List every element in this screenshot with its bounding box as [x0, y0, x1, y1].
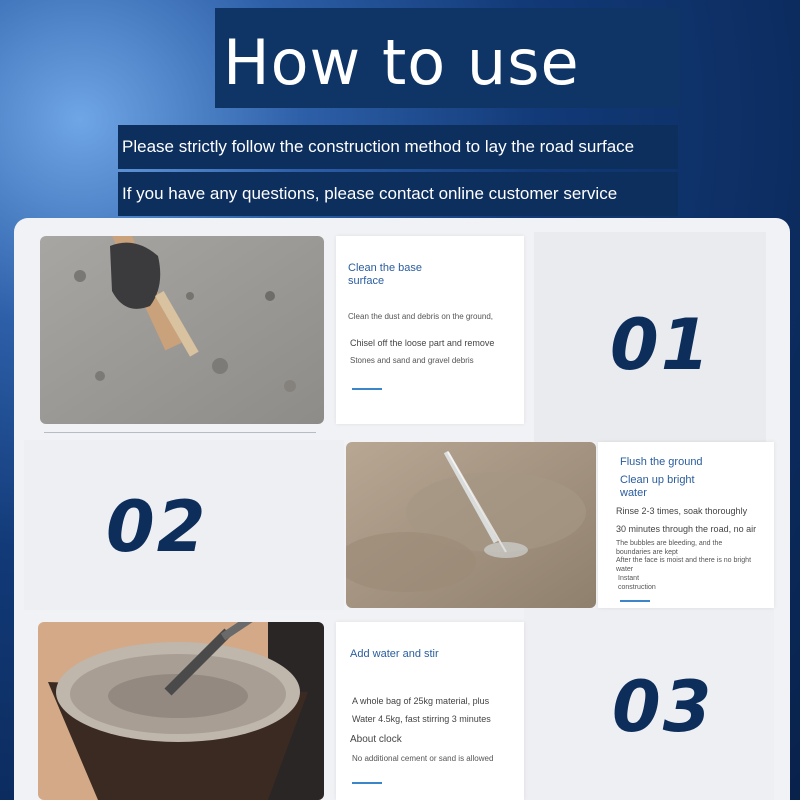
step-2-card — [598, 442, 774, 608]
instruction-line-1: Please strictly follow the construction method to lay the road surface — [118, 125, 678, 169]
step-2-title: Flush the ground — [620, 456, 703, 468]
step-1-line-2: Chisel off the loose part and remove — [350, 338, 495, 348]
step-2-subtitle: Clean up bright water — [620, 474, 695, 499]
instruction-line-2: If you have any questions, please contact online customer service — [118, 172, 678, 216]
step-2-line-5: Instant construction — [618, 575, 656, 591]
divider — [44, 432, 316, 433]
step-1-line-1: Clean the dust and debris on the ground, — [348, 312, 493, 321]
step-3-line-1: A whole bag of 25kg material, plus — [352, 696, 490, 706]
step-1-number: 01 — [610, 304, 712, 386]
step-2-accent-bar — [620, 600, 650, 602]
step-3-line-2: Water 4.5kg, fast stirring 3 minutes — [352, 714, 491, 724]
step-3-line-3: About clock — [350, 734, 402, 745]
step-2-line-2: 30 minutes through the road, no air — [616, 524, 757, 534]
step-2-line-3: The bubbles are bleeding, and the boundaries are kept — [616, 540, 723, 556]
step-3-photo — [38, 622, 324, 800]
step-1-card — [336, 236, 524, 424]
step-3-card — [336, 622, 524, 800]
step-3-number: 03 — [612, 666, 714, 748]
steps-panel — [14, 218, 790, 800]
step-3-title: Add water and stir — [350, 648, 439, 660]
step-3-accent-bar — [352, 782, 382, 784]
step-1-line-3: Stones and sand and gravel debris — [350, 356, 474, 365]
step-2-line-4: After the face is moist and there is no bright water — [616, 557, 752, 573]
title-banner — [215, 8, 680, 108]
step-1-title: Clean the base surface — [348, 262, 422, 287]
page-title: How to use — [223, 26, 580, 99]
step-2-number: 02 — [106, 486, 208, 568]
step-1-photo — [40, 236, 324, 424]
step-2-line-1: Rinse 2-3 times, soak thoroughly — [616, 506, 748, 516]
step-2-photo — [346, 442, 596, 608]
step-3-line-4: No additional cement or sand is allowed — [352, 754, 494, 763]
step-1-accent-bar — [352, 388, 382, 390]
